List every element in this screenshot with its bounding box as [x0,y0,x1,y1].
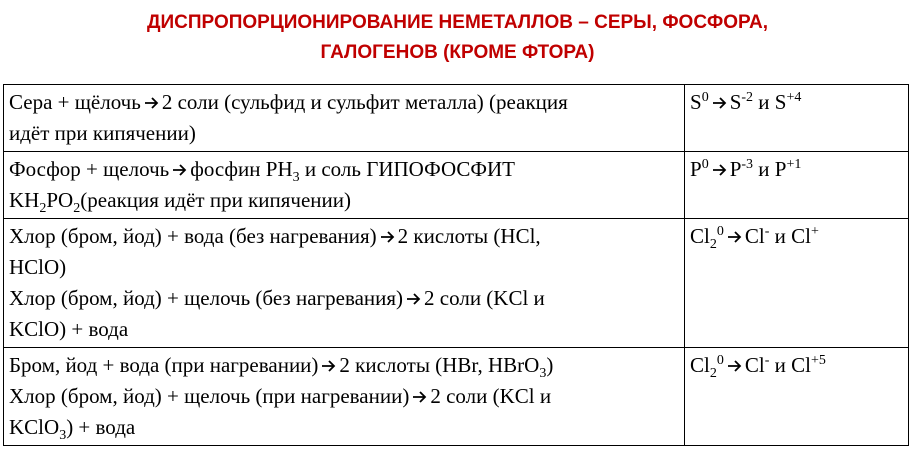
reactions-table [3,84,909,446]
reaction-line: Хлор (бром, йод) + щелочь (без нагревания) 2 соли (KCl и [9,286,545,310]
reaction-line: $KH_2PO_2(реакция$ идёт при кипячении) [9,188,352,217]
arrow-right-icon [320,359,337,373]
oxidation-cell [685,348,909,446]
title-line-2: ГАЛОГЕНОВ (КРОМЕ ФТОРА) [320,42,595,63]
reaction-cell [4,85,685,152]
reaction-line: Хлор (бром, йод) + вода (без нагревания) 2 кислоты (HCl, [9,224,541,248]
arrow-right-icon [143,96,160,110]
reaction-line: HClO) [9,255,67,279]
reaction-line: Бром, йод + вода (при нагревании) 2 кислоты (HBr, HBrO$_3$) [9,353,554,382]
reaction-line: Хлор (бром, йод) + щелочь (при нагревании) 2 соли (KCl и [9,384,552,408]
reaction-line: KClO$_3$) + вода [9,415,136,444]
reaction-cell [4,152,685,219]
oxidation-line: $Cl_2^0$ Cl- и Cl+ [690,224,819,253]
reaction-cell [4,219,685,348]
oxidation-line: $Cl_2^0$ Cl- и $Cl^{+5}$ [690,353,826,382]
table-row [4,219,909,348]
reaction-line: Фосфор + щелочь фосфин $PH_3$ и соль ГИПОФОСФИТ [9,157,515,186]
reaction-cell [4,348,685,446]
reaction-line: Сера + щёлочь 2 соли (сульфид и сульфит металла) (реакция [9,90,568,114]
oxidation-cell [685,152,909,219]
oxidation-cell [685,85,909,152]
table-row [4,152,909,219]
oxidation-line: $P^0$ $P^{-3}$ и $P^{+1}$ [690,157,802,181]
arrow-right-icon [726,230,743,244]
arrow-right-icon [379,230,396,244]
oxidation-cell [685,219,909,348]
table-row [4,85,909,152]
table-row [4,348,909,446]
arrow-right-icon [405,292,422,306]
title-line-1: ДИСПРОПОРЦИОНИРОВАНИЕ НЕМЕТАЛЛОВ – СЕРЫ, ФОСФОРА, [146,12,769,33]
oxidation-line: $S^0$ $S^{-2}$ и $S^{+4}$ [690,90,802,114]
arrow-right-icon [711,96,728,110]
arrow-right-icon [711,163,728,177]
arrow-right-icon [726,359,743,373]
page-title [0,8,915,68]
arrow-right-icon [171,163,188,177]
reaction-line: идёт при кипячении) [9,121,196,145]
arrow-right-icon [411,390,428,404]
reaction-line: KClO) + вода [9,317,129,341]
